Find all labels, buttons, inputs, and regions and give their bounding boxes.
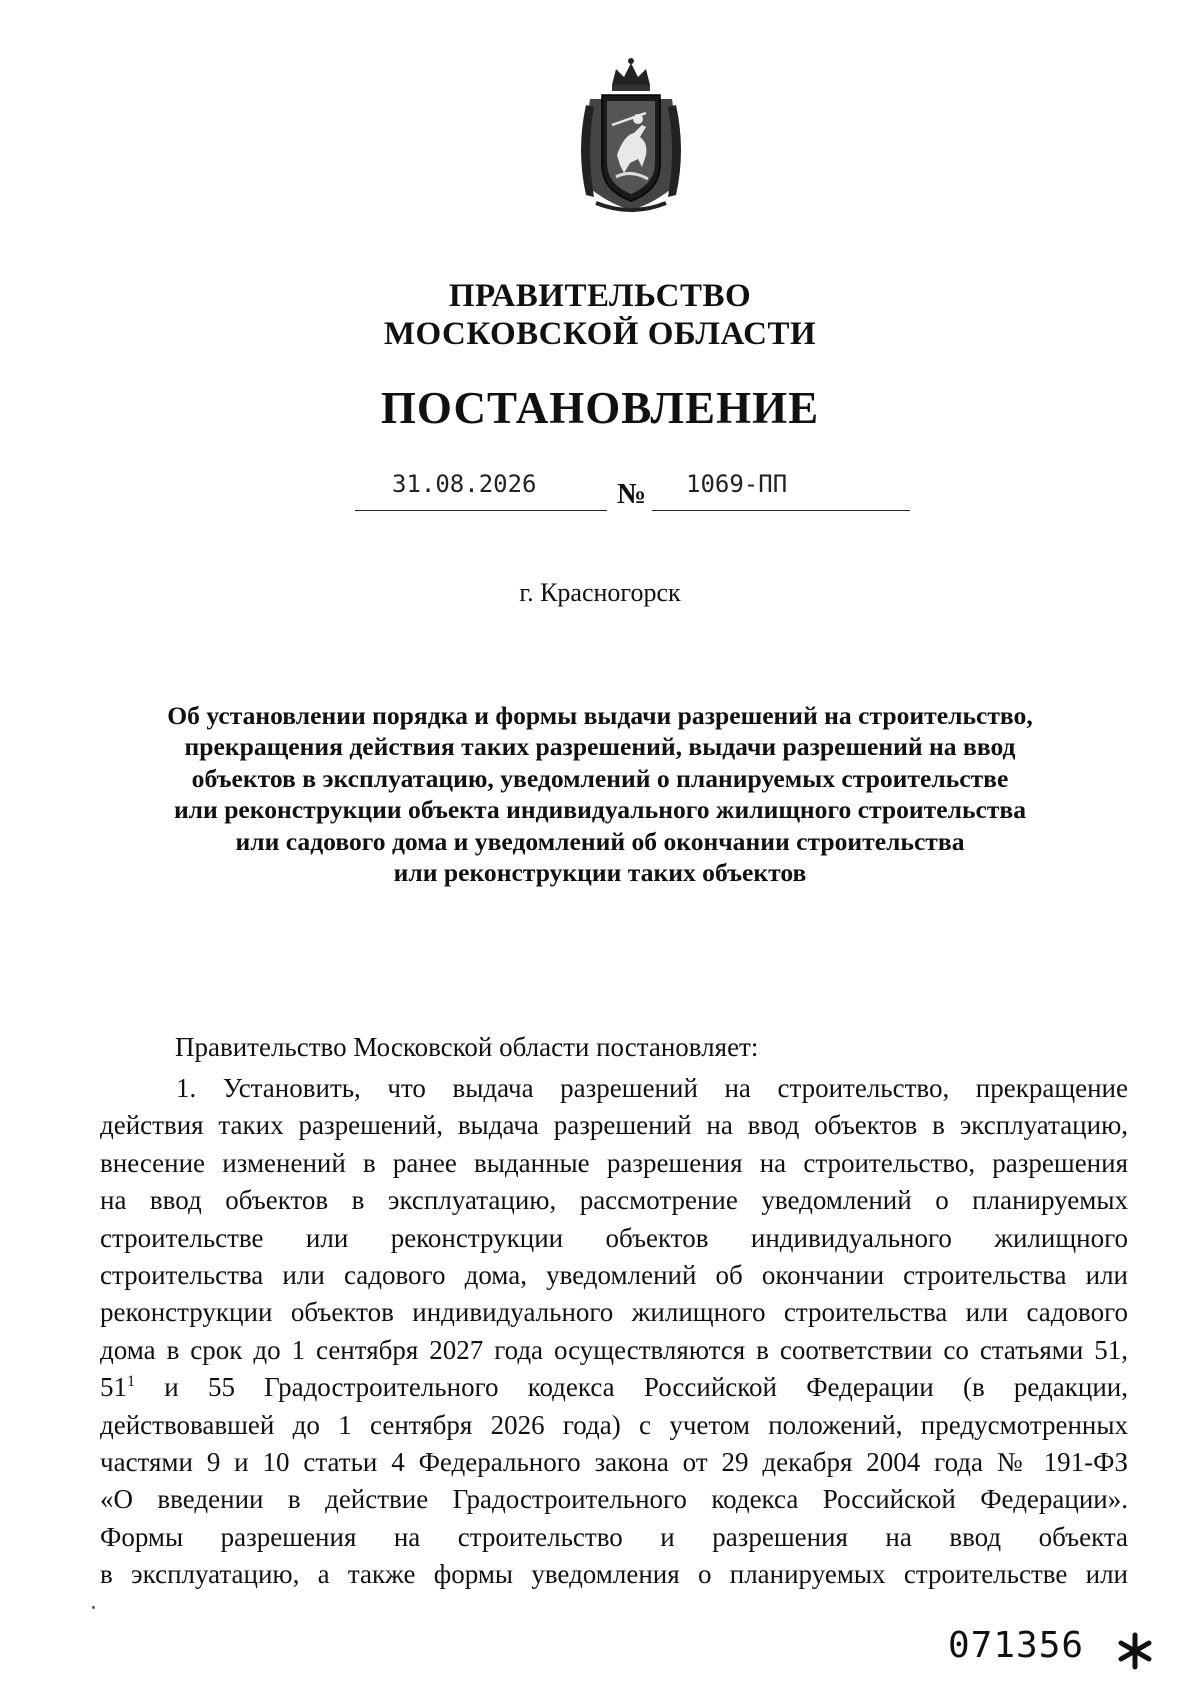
date-underline bbox=[355, 510, 607, 511]
title-line: Об установлении порядка и формы выдачи разрешений на строительство, bbox=[167, 701, 1033, 730]
scan-speck bbox=[92, 1606, 95, 1609]
article-superscript: 1 bbox=[127, 1373, 135, 1391]
body-line: на ввод объектов в эксплуатацию, рассмотрение уведомлений о планируемых bbox=[100, 1185, 1128, 1216]
title-line: или садового дома и уведомлений об окончании строительства bbox=[235, 826, 965, 856]
number-underline bbox=[652, 510, 910, 511]
serial-number: 071356 bbox=[948, 1625, 1085, 1666]
title-line: или реконструкции объекта индивидуального жилищного строительства bbox=[173, 795, 1027, 825]
body-line: строительства или садового дома, уведомлений об окончании строительства или bbox=[100, 1259, 1128, 1290]
document-title bbox=[130, 700, 1070, 888]
title-line: объектов в эксплуатацию, уведомлений о планируемых строительстве bbox=[191, 763, 1009, 793]
issue-city: г. Красногорск bbox=[519, 578, 681, 607]
body-line: «О введении в действие Градостроительного кодекса Российской Федерации». bbox=[100, 1484, 1128, 1515]
organization-name-line2: МОСКОВСКОЙ ОБЛАСТИ bbox=[383, 316, 817, 352]
coat-of-arms-emblem bbox=[572, 55, 690, 215]
body-line: строительстве или реконструкции объектов индивидуального жилищного bbox=[100, 1222, 1128, 1253]
body-line: в эксплуатацию, а также формы уведомления о планируемых строительстве или bbox=[100, 1559, 1128, 1590]
article-number: 51 bbox=[100, 1372, 127, 1403]
number-sign: № bbox=[617, 478, 647, 510]
document-type-heading: ПОСТАНОВЛЕНИЕ bbox=[380, 383, 820, 433]
body-line: действовавшей до 1 сентября 2026 года) с учетом положений, предусмотренных bbox=[100, 1409, 1128, 1440]
body-text bbox=[100, 1070, 1128, 1593]
body-line: Формы разрешения на строительство и разрешения на ввод объекта bbox=[100, 1521, 1128, 1552]
body-line: дома в срок до 1 сентября 2027 года осуществляются в соответствии со статьями 51, bbox=[100, 1334, 1128, 1365]
title-line: прекращения действия таких разрешений, выдачи разрешений на ввод bbox=[184, 732, 1016, 762]
body-line: 1. Установить, что выдача разрешений на строительство, прекращение bbox=[176, 1073, 1128, 1103]
asterisk-icon bbox=[1115, 1631, 1155, 1671]
body-line-remainder: и 55 Градостроительного кодекса Российской Федерации (в редакции, bbox=[135, 1372, 1128, 1403]
body-line: реконструкции объектов индивидуального жилищного строительства или садового bbox=[100, 1297, 1128, 1328]
document-number: 1069-ПП bbox=[686, 470, 788, 498]
organization-name-line1: ПРАВИТЕЛЬСТВО bbox=[448, 278, 752, 314]
body-line-with-superscript bbox=[100, 1369, 1128, 1406]
body-line: внесение изменений в ранее выданные разрешения на строительство, разрешения bbox=[100, 1147, 1128, 1178]
title-line: или реконструкции таких объектов bbox=[393, 858, 807, 888]
resolution-intro: Правительство Московской области постановляет: bbox=[175, 1032, 759, 1062]
body-line: действия таких разрешений, выдача разрешений на ввод объектов в эксплуатацию, bbox=[100, 1110, 1128, 1141]
body-line: частями 9 и 10 статьи 4 Федерального закона от 29 декабря 2004 года № 191-ФЗ bbox=[100, 1446, 1128, 1477]
document-date: 31.08.2026 bbox=[392, 470, 537, 498]
